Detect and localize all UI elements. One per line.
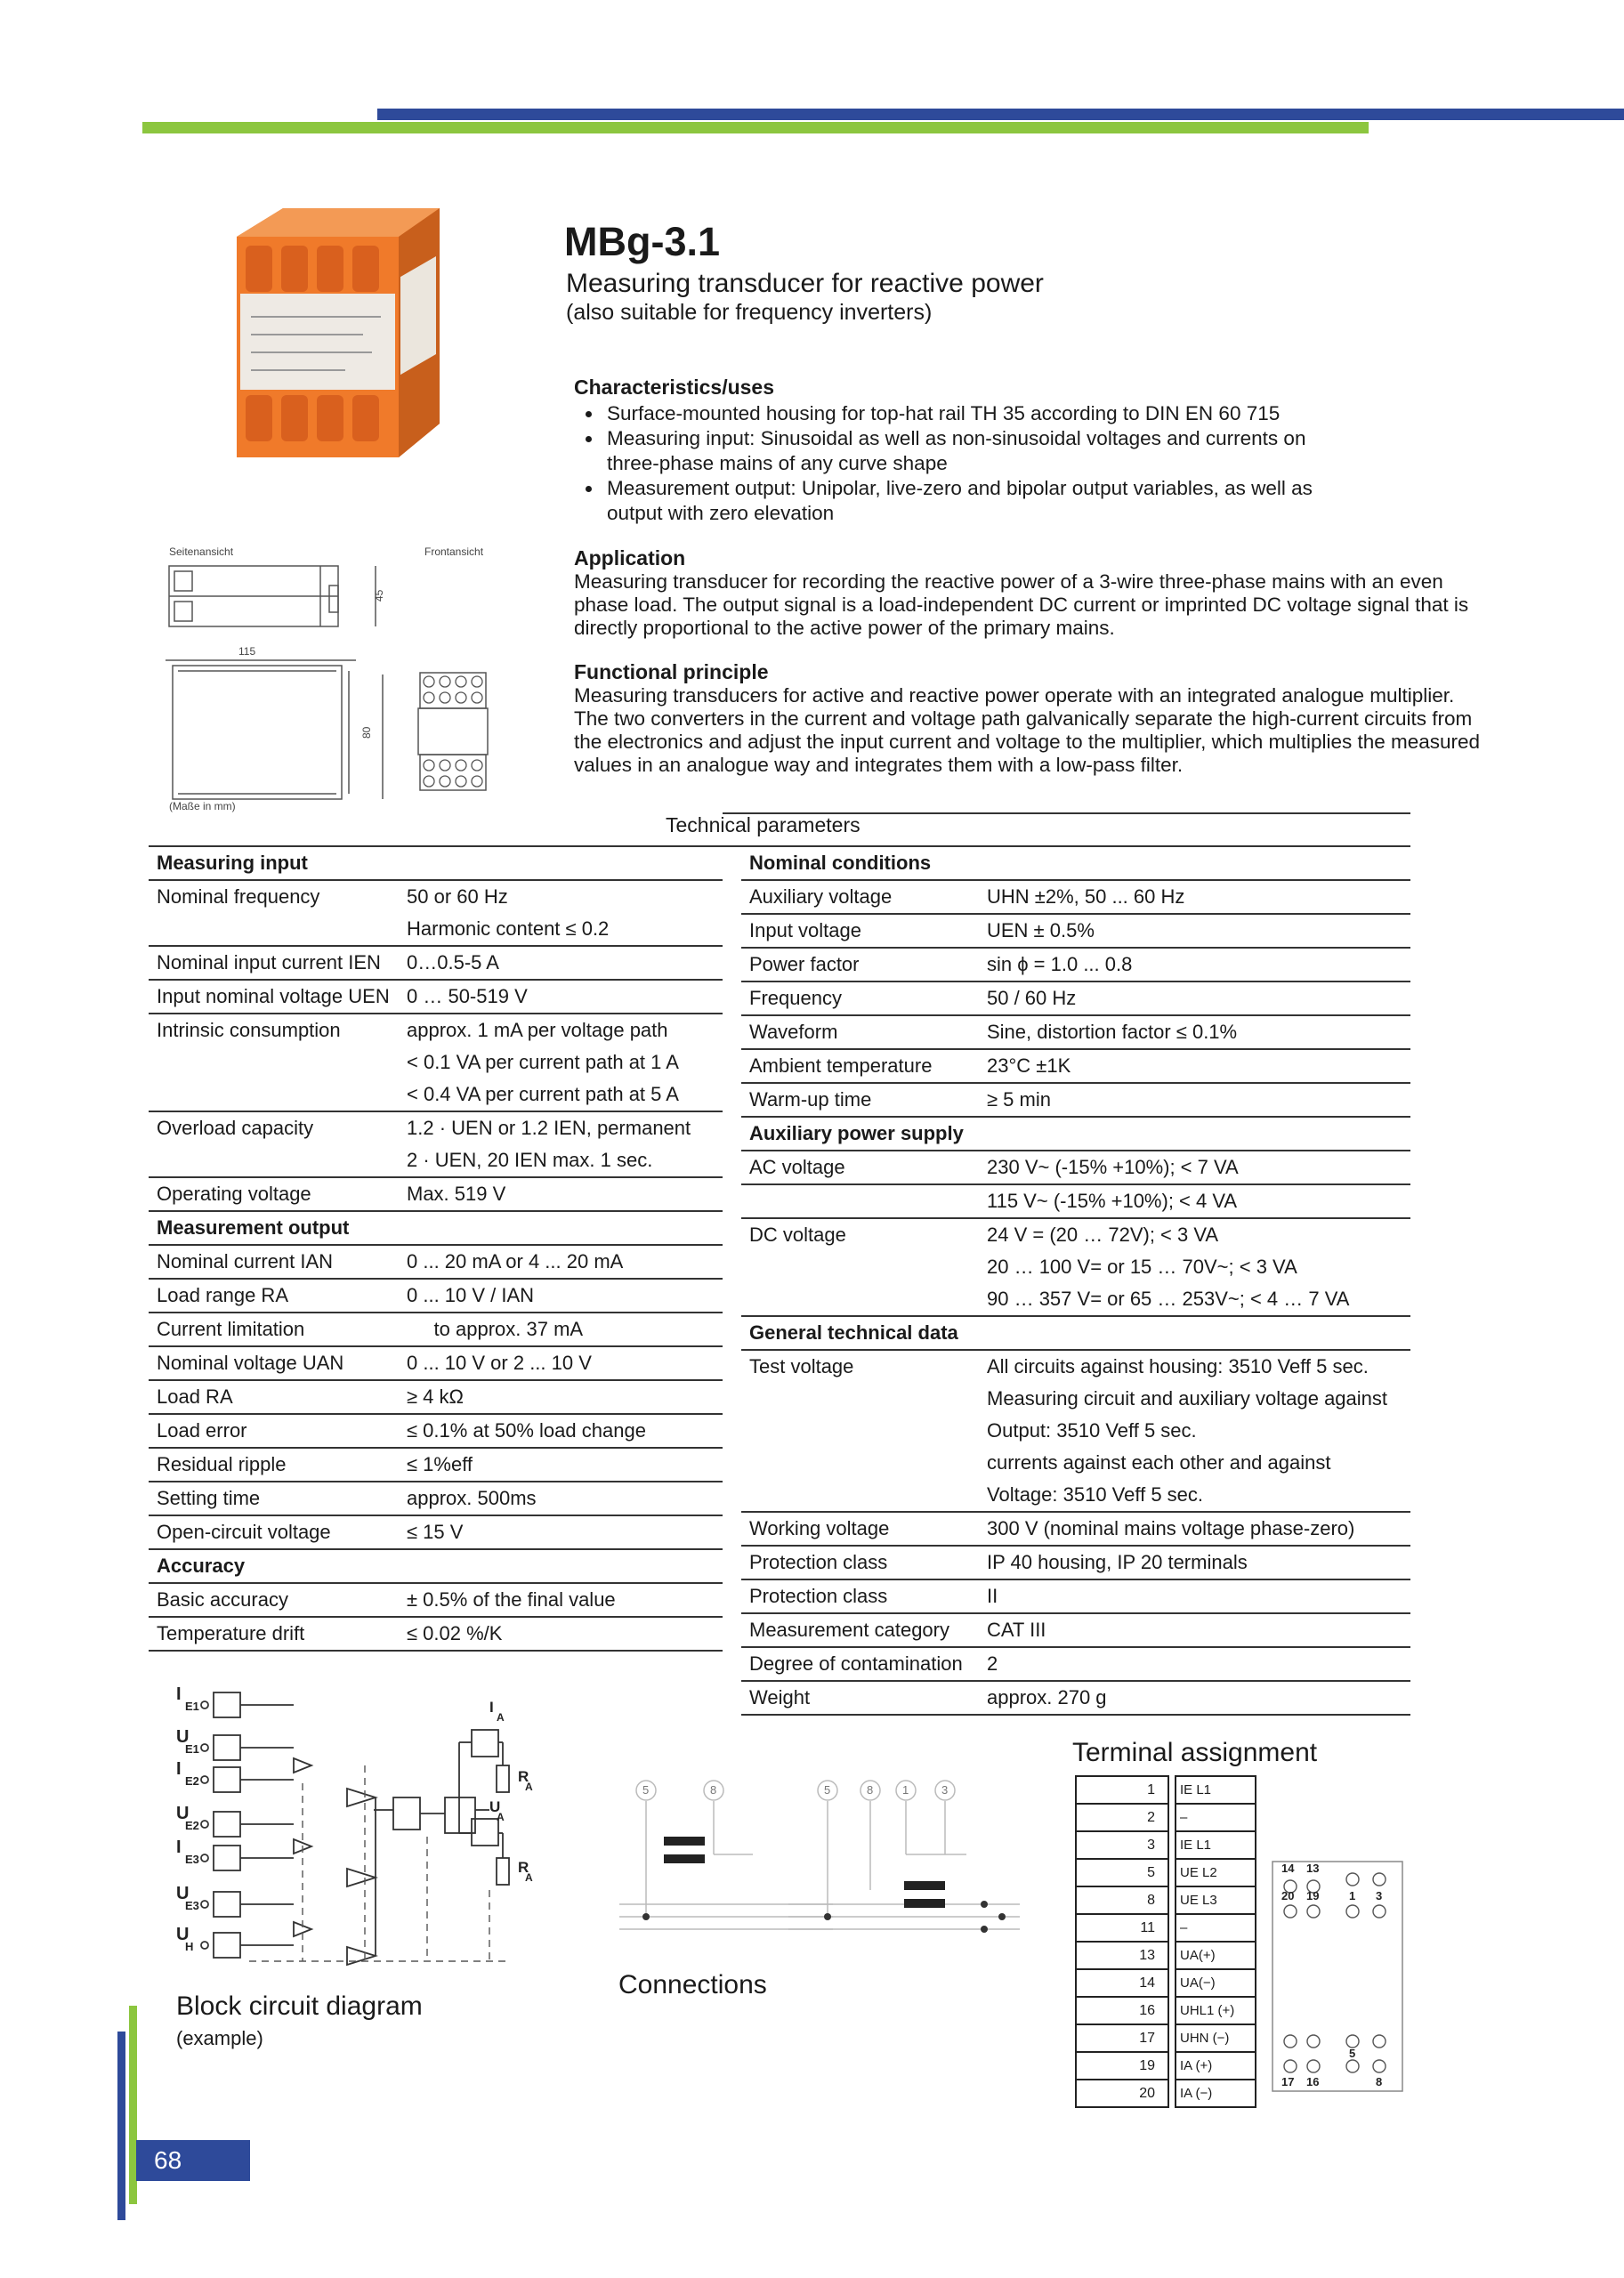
tech-value: Harmonic content ≤ 0.2 [407, 913, 723, 946]
tech-value: ≥ 5 min [987, 1083, 1410, 1117]
tech-value: 0 … 50-519 V [407, 980, 723, 1014]
tech-row [741, 1512, 1410, 1546]
terminal-row [1076, 1859, 1256, 1886]
tech-value [987, 847, 1410, 880]
terminal-number: 17 [1076, 2024, 1168, 2052]
block-diagram-caption: Block circuit diagram [176, 1991, 423, 2021]
tech-value: currents against each other and against [987, 1451, 1331, 1474]
tech-section-header [149, 1211, 723, 1245]
terminal-row [1076, 1997, 1256, 2024]
tech-value: sin ϕ = 1.0 ... 0.8 [987, 948, 1410, 981]
tech-label: Nominal current IAN [149, 1245, 407, 1279]
terminal-assignment-caption: Terminal assignment [1072, 1738, 1318, 1767]
page-number: 68 [136, 2140, 250, 2181]
terminal-signal: – [1176, 1914, 1256, 1942]
tech-value: 24 V = (20 … 72V); < 3 VA [987, 1224, 1219, 1246]
tech-label: Basic accuracy [149, 1583, 407, 1617]
terminal-row [1076, 2080, 1256, 2107]
tech-row [741, 948, 1410, 981]
tech-label: Input nominal voltage UEN [149, 980, 407, 1014]
input-label: U [176, 1884, 190, 1903]
connections-diagram [610, 1765, 1029, 1961]
tech-value: approx. 1 mA per voltage path [407, 1019, 668, 1041]
terminal-signal: UHN (−) [1176, 2024, 1256, 2052]
tech-label [741, 1415, 987, 1447]
tech-row [149, 1313, 723, 1346]
side-accent-bar-navy [117, 2032, 125, 2220]
tech-value: 50 / 60 Hz [987, 981, 1410, 1015]
connection-terminal: 5 [824, 1783, 831, 1797]
tech-value: 23°C ±1K [987, 1049, 1410, 1083]
front-terminal-20: 20 [1281, 1889, 1295, 1902]
tech-value: ≤ 15 V [407, 1515, 723, 1549]
tech-label: General technical data [741, 1316, 987, 1350]
output-label-RA-sub: A [525, 1781, 533, 1793]
tech-value: CAT III [987, 1613, 1410, 1647]
terminal-spacer [1168, 1914, 1176, 1942]
front-terminal-17: 17 [1281, 2075, 1295, 2088]
tech-value: Measuring circuit and auxiliary voltage against [987, 1387, 1388, 1410]
dimension-80: 80 [360, 726, 373, 739]
input-label-sub: E2 [185, 1774, 199, 1788]
tech-section-header [741, 1316, 1410, 1350]
dimension-45: 45 [373, 589, 385, 602]
tech-row [149, 1046, 723, 1078]
tech-label: Input voltage [741, 914, 987, 948]
tech-label: Measuring input [149, 847, 407, 880]
tech-row [149, 1279, 723, 1313]
tech-value: All circuits against housing: 3510 Veff 5 sec. [987, 1355, 1369, 1377]
tech-label: Nominal input current IEN [149, 946, 407, 980]
tech-value [987, 1117, 1410, 1151]
tech-row [149, 1617, 723, 1651]
input-label-sub: E2 [185, 1819, 199, 1832]
tech-value: ≤ 0.1% at 50% load change [407, 1414, 723, 1448]
tech-row [149, 980, 723, 1014]
tech-value: 1.2 · UEN or 1.2 IEN, permanent [407, 1117, 691, 1139]
tech-value: < 0.4 VA per current path at 5 A [407, 1078, 723, 1111]
terminal-row [1076, 1969, 1256, 1997]
input-label: I [176, 1684, 182, 1704]
tech-label: Overload capacity [157, 1117, 314, 1139]
terminal-spacer [1168, 1997, 1176, 2024]
connection-terminal: 5 [642, 1783, 650, 1797]
tech-value: 230 V~ (-15% +10%); < 7 VA [987, 1151, 1410, 1184]
tech-row [741, 914, 1410, 948]
tech-row [149, 1583, 723, 1617]
tech-row [741, 1083, 1410, 1117]
tech-label: Degree of contamination [741, 1647, 987, 1681]
tech-row [741, 1251, 1410, 1283]
tech-row [149, 1111, 723, 1144]
tech-label: Measurement output [149, 1211, 407, 1245]
transformer-block [214, 1892, 240, 1917]
tech-value: to approx. 37 mA [407, 1313, 723, 1346]
characteristics-section [574, 376, 1330, 526]
tech-label: Warm-up time [741, 1083, 987, 1117]
tech-label: Accuracy [149, 1549, 407, 1583]
terminal-row [1076, 1804, 1256, 1831]
product-subtitle: Measuring transducer for reactive power [566, 269, 1044, 298]
application-heading: Application [574, 546, 686, 570]
tech-label [149, 913, 407, 946]
terminal-number: 8 [1076, 1886, 1168, 1914]
terminal-spacer [1168, 1969, 1176, 1997]
tech-row [741, 981, 1410, 1015]
tech-label: Nominal frequency [157, 885, 320, 908]
tech-section-header [149, 847, 723, 880]
characteristics-item: • Measurement output: Unipolar, live-zero and bipolar output variables, as well as output with zero elevation [603, 476, 1333, 526]
tech-value: ≥ 4 kΩ [407, 1380, 723, 1414]
tech-value: 0 ... 20 mA or 4 ... 20 mA [407, 1245, 723, 1279]
tech-label: Working voltage [741, 1512, 987, 1546]
tech-label: Current limitation [149, 1313, 407, 1346]
tech-label [149, 1144, 407, 1177]
tech-label [741, 1184, 987, 1218]
tech-row [149, 1144, 723, 1177]
tech-row [741, 1283, 1410, 1316]
front-terminal-16: 16 [1306, 2075, 1320, 2088]
terminal-signal: UA(−) [1176, 1969, 1256, 1997]
connection-terminal: 8 [710, 1783, 717, 1797]
tech-label: Residual ripple [149, 1448, 407, 1482]
block-circuit-diagram [169, 1676, 561, 1975]
tech-value: Output: 3510 Veff 5 sec. [987, 1419, 1197, 1442]
tech-value [987, 1316, 1410, 1350]
terminal-signal: IA (+) [1176, 2052, 1256, 2080]
tech-value: approx. 270 g [987, 1681, 1410, 1715]
input-label-sub: H [185, 1940, 194, 1953]
tech-table-left [149, 847, 723, 1652]
top-accent-bar-navy [377, 109, 1624, 120]
tech-label: Waveform [741, 1015, 987, 1049]
tech-row [741, 1218, 1410, 1251]
tech-value: Max. 519 V [407, 1177, 723, 1211]
tech-label: Test voltage [749, 1355, 854, 1377]
characteristics-item: • Measuring input: Sinusoidal as well as non-sinusoidal voltages and currents on three-phase mains of any curve shape [603, 426, 1333, 476]
side-view-label: Seitenansicht [169, 545, 234, 558]
terminal-signal: IE L1 [1176, 1831, 1256, 1859]
tech-label: Load error [149, 1414, 407, 1448]
output-label-RA2-sub: A [525, 1871, 533, 1884]
tech-label: Ambient temperature [741, 1049, 987, 1083]
input-label: I [176, 1838, 182, 1857]
tech-value: < 0.1 VA per current path at 1 A [407, 1051, 679, 1073]
tech-label: Setting time [149, 1482, 407, 1515]
tech-value: 0 ... 10 V / IAN [407, 1279, 723, 1313]
product-subtitle-note: (also suitable for frequency inverters) [566, 300, 933, 325]
tech-value: approx. 500ms [407, 1482, 723, 1515]
front-view-label: Frontansicht [424, 545, 484, 558]
tech-label: Weight [741, 1681, 987, 1715]
terminal-row [1076, 1831, 1256, 1859]
tech-row [149, 880, 723, 913]
tech-row [149, 1346, 723, 1380]
front-terminal-14: 14 [1281, 1862, 1295, 1875]
tech-value: ≤ 0.02 %/K [407, 1617, 723, 1651]
connection-terminal: 3 [941, 1783, 949, 1797]
terminal-number: 14 [1076, 1969, 1168, 1997]
tech-value: II [987, 1579, 1410, 1613]
front-terminal-3: 3 [1376, 1889, 1383, 1902]
tech-row [741, 1613, 1410, 1647]
tech-row [741, 1579, 1410, 1613]
output-label-UA: U [489, 1798, 501, 1815]
tech-row [741, 1350, 1410, 1383]
tech-label: Frequency [741, 981, 987, 1015]
terminal-row [1076, 1886, 1256, 1914]
output-label-UA-sub: A [497, 1811, 505, 1823]
application-text: Measuring transducer for recording the reactive power of a 3-wire three-phase mains with an even phase load. The output signal is a load-independent DC current or imprinted DC voltage signal that is directly proportional to the active power of the primary mains. [574, 570, 1469, 639]
terminal-spacer [1168, 1804, 1176, 1831]
functional-heading: Functional principle [574, 660, 769, 683]
tech-value: 20 … 100 V= or 15 … 70V~; < 3 VA [987, 1256, 1297, 1278]
tech-label: Nominal voltage UAN [149, 1346, 407, 1380]
tech-table-right [741, 847, 1410, 1716]
tech-label [149, 1078, 407, 1111]
terminal-signal: IE L1 [1176, 1776, 1256, 1804]
transformer-block [214, 1812, 240, 1837]
tech-value [407, 1211, 723, 1245]
terminal-number: 16 [1076, 1997, 1168, 2024]
input-terminal [201, 1744, 208, 1751]
terminal-front-view [1271, 1860, 1406, 2095]
terminal-spacer [1168, 2024, 1176, 2052]
input-label-sub: E1 [185, 1742, 199, 1756]
tech-row [741, 1049, 1410, 1083]
tech-value: 0 ... 10 V or 2 ... 10 V [407, 1346, 723, 1380]
input-label: I [176, 1759, 182, 1779]
terminal-row [1076, 1914, 1256, 1942]
tech-value [407, 847, 723, 880]
terminal-spacer [1168, 2052, 1176, 2080]
tech-value: 300 V (nominal mains voltage phase-zero) [987, 1512, 1410, 1546]
tech-row [741, 1151, 1410, 1184]
front-terminal-5: 5 [1349, 2047, 1356, 2060]
tech-label: Protection class [741, 1546, 987, 1579]
transformer-block [214, 1846, 240, 1870]
terminal-number: 11 [1076, 1914, 1168, 1942]
dimension-drawing [142, 541, 507, 817]
block-diagram-subcaption: (example) [176, 2027, 263, 2049]
input-label-sub: E1 [185, 1700, 199, 1713]
tech-row [149, 1482, 723, 1515]
tech-row [149, 1177, 723, 1211]
front-terminal-13: 13 [1306, 1862, 1320, 1875]
terminal-spacer [1168, 1942, 1176, 1969]
tech-section-header [149, 1549, 723, 1583]
tech-row [741, 880, 1410, 914]
transformer-block [214, 1767, 240, 1792]
input-terminal [201, 1701, 208, 1708]
terminal-number: 19 [1076, 2052, 1168, 2080]
front-terminal-8: 8 [1376, 2075, 1383, 2088]
tech-label: Power factor [741, 948, 987, 981]
functional-text: Measuring transducers for active and reactive power operate with an integrated analogue multiplier. The two converters in the current and voltage path galvanically separate the high-current circuits from the electronics and adjust the input current and voltage to the multiplier, which multiplies the measured values in an analogue way and integrates them with a low-pass filter. [574, 684, 1481, 776]
tech-label: Temperature drift [149, 1617, 407, 1651]
connection-terminal: 1 [902, 1783, 909, 1797]
tech-value: ≤ 1%eff [407, 1448, 723, 1482]
connections-caption: Connections [618, 1970, 767, 1999]
characteristics-heading: Characteristics/uses [574, 376, 775, 399]
product-title: MBg-3.1 [564, 219, 721, 264]
tech-value: Voltage: 3510 Veff 5 sec. [987, 1479, 1410, 1512]
tech-row [741, 1383, 1410, 1415]
connection-terminal: 8 [867, 1783, 874, 1797]
terminal-row [1076, 1942, 1256, 1969]
tech-row [741, 1546, 1410, 1579]
top-accent-bar-green [142, 122, 1369, 133]
tech-row [149, 1078, 723, 1111]
tech-row [741, 1647, 1410, 1681]
input-terminal [201, 1854, 208, 1862]
tech-value: 50 or 60 Hz [407, 885, 508, 908]
tech-value: IP 40 housing, IP 20 terminals [987, 1546, 1410, 1579]
tech-row [149, 1448, 723, 1482]
terminal-spacer [1168, 1859, 1176, 1886]
output-label-IA: I [489, 1699, 494, 1716]
terminal-signal: UE L2 [1176, 1859, 1256, 1886]
terminal-number: 13 [1076, 1942, 1168, 1969]
tech-row [149, 946, 723, 980]
transformer-block [214, 1933, 240, 1958]
tech-value [407, 1549, 723, 1583]
tech-section-header [741, 1117, 1410, 1151]
tech-title: Technical parameters [666, 813, 860, 836]
terminal-number: 5 [1076, 1859, 1168, 1886]
output-label-RA2: R [518, 1859, 529, 1876]
characteristics-item: • Surface-mounted housing for top-hat rail TH 35 according to DIN EN 60 715 [603, 401, 1333, 426]
terminal-number: 1 [1076, 1776, 1168, 1804]
input-terminal [201, 1776, 208, 1783]
tech-row [741, 1184, 1410, 1218]
tech-section-header [741, 847, 1410, 880]
tech-label [741, 1383, 987, 1415]
terminal-spacer [1168, 2080, 1176, 2107]
tech-label: Auxiliary power supply [741, 1117, 987, 1151]
dimension-115: 115 [238, 645, 256, 658]
input-label-sub: E3 [185, 1853, 199, 1866]
front-terminal-1: 1 [1349, 1889, 1356, 1902]
tech-value: 2 [987, 1647, 1410, 1681]
tech-label: Open-circuit voltage [149, 1515, 407, 1549]
tech-row [741, 1015, 1410, 1049]
tech-row [149, 1380, 723, 1414]
tech-row [149, 1245, 723, 1279]
tech-label: Measurement category [741, 1613, 987, 1647]
tech-row [149, 1014, 723, 1046]
tech-row [149, 913, 723, 946]
terminal-spacer [1168, 1776, 1176, 1804]
dimension-note: (Maße in mm) [169, 800, 236, 812]
terminal-signal: UA(+) [1176, 1942, 1256, 1969]
tech-row [741, 1415, 1410, 1447]
tech-value: 115 V~ (-15% +10%); < 4 VA [987, 1184, 1410, 1218]
terminal-signal: UHL1 (+) [1176, 1997, 1256, 2024]
input-label: U [176, 1727, 190, 1747]
tech-row [741, 1479, 1410, 1512]
input-label: U [176, 1804, 190, 1823]
tech-label [741, 1283, 987, 1316]
front-terminal-19: 19 [1306, 1889, 1320, 1902]
tech-value: 2 · UEN, 20 IEN max. 1 sec. [407, 1144, 723, 1177]
tech-value: UEN ± 0.5% [987, 914, 1410, 948]
tech-label: Intrinsic consumption [157, 1019, 341, 1041]
tech-label: Load range RA [149, 1279, 407, 1313]
terminal-table [1075, 1775, 1256, 2108]
tech-row [741, 1681, 1410, 1715]
tech-label: Protection class [741, 1579, 987, 1613]
tech-label: Auxiliary voltage [741, 880, 987, 914]
application-section [574, 546, 1499, 640]
tech-value: ± 0.5% of the final value [407, 1583, 723, 1617]
terminal-number: 20 [1076, 2080, 1168, 2107]
tech-label [741, 1479, 987, 1512]
tech-label: DC voltage [749, 1224, 846, 1246]
tech-label: AC voltage [741, 1151, 987, 1184]
tech-value: UHN ±2%, 50 ... 60 Hz [987, 880, 1410, 914]
input-terminal [201, 1942, 208, 1949]
tech-label [741, 1251, 987, 1283]
tech-row [149, 1515, 723, 1549]
terminal-spacer [1168, 1831, 1176, 1859]
tech-value: 90 … 357 V= or 65 … 253V~; < 4 … 7 VA [987, 1283, 1410, 1316]
tech-row [741, 1447, 1410, 1479]
terminal-signal: IA (−) [1176, 2080, 1256, 2107]
tech-label: Operating voltage [149, 1177, 407, 1211]
tech-label [741, 1447, 987, 1479]
tech-label: Nominal conditions [741, 847, 987, 880]
input-terminal [201, 1901, 208, 1908]
input-label: U [176, 1925, 190, 1944]
transformer-block [214, 1692, 240, 1717]
terminal-signal: UE L3 [1176, 1886, 1256, 1914]
input-label-sub: E3 [185, 1899, 199, 1912]
output-label-IA-sub: A [497, 1711, 505, 1724]
output-label-RA: R [518, 1768, 529, 1785]
tech-value: Sine, distortion factor ≤ 0.1% [987, 1015, 1410, 1049]
terminal-spacer [1168, 1886, 1176, 1914]
input-terminal [201, 1821, 208, 1828]
product-photo [230, 201, 441, 461]
tech-label [149, 1046, 407, 1078]
tech-row [149, 1414, 723, 1448]
transformer-block [214, 1735, 240, 1760]
terminal-signal: – [1176, 1804, 1256, 1831]
functional-section [574, 660, 1491, 777]
tech-label: Load RA [149, 1380, 407, 1414]
terminal-number: 3 [1076, 1831, 1168, 1859]
tech-value: 0…0.5-5 A [407, 946, 723, 980]
terminal-row [1076, 2052, 1256, 2080]
terminal-row [1076, 1776, 1256, 1804]
terminal-number: 2 [1076, 1804, 1168, 1831]
terminal-row [1076, 2024, 1256, 2052]
